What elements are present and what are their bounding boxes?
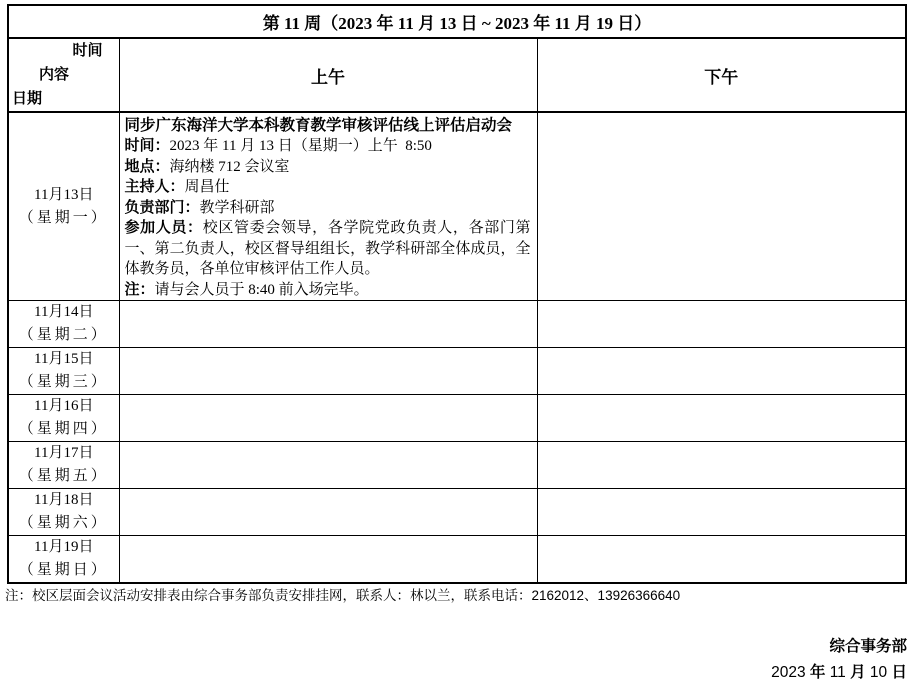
meeting-field-host bbox=[125, 177, 531, 198]
afternoon-cell bbox=[537, 348, 906, 395]
table-row-monday bbox=[8, 112, 906, 301]
date-label: 11月14日 bbox=[34, 304, 94, 320]
morning-cell bbox=[119, 348, 537, 395]
morning-cell bbox=[119, 536, 537, 584]
morning-cell bbox=[119, 442, 537, 489]
header-row bbox=[8, 38, 906, 112]
date-label: 11月15日 bbox=[34, 351, 94, 367]
meeting-field-participants bbox=[125, 218, 531, 280]
weekday-label: （星期二） bbox=[18, 327, 109, 343]
date-label: 11月18日 bbox=[34, 492, 94, 508]
col-header-afternoon: 下午 bbox=[537, 38, 906, 112]
corner-label-content: 内容 bbox=[39, 66, 70, 83]
signature-date-day: 10 bbox=[865, 664, 892, 681]
weekday-label: （星期六） bbox=[18, 515, 109, 531]
signature-date-year: 2023 bbox=[771, 664, 810, 681]
date-cell bbox=[8, 301, 119, 348]
schedule-table bbox=[7, 4, 907, 584]
date-cell bbox=[8, 442, 119, 489]
morning-cell bbox=[119, 395, 537, 442]
afternoon-cell bbox=[537, 301, 906, 348]
date-label: 11月13日 bbox=[34, 186, 94, 203]
table-row-friday bbox=[8, 442, 906, 489]
field-label: 参加人员： bbox=[124, 219, 203, 236]
signature-date-day-char: 日 bbox=[891, 664, 907, 681]
corner-header-cell bbox=[8, 38, 119, 112]
table-row-sunday bbox=[8, 536, 906, 584]
field-value: 请与会人员于 8:40 前入场完毕。 bbox=[154, 281, 369, 298]
weekday-label: （星期日） bbox=[18, 562, 109, 578]
field-value: 校区管委会领导，各学院党政负责人，各部门第一、第二负责人，校区督导组组长，教学科研部全体成员，全体教务员，各单位审核评估工作人员。 bbox=[124, 220, 531, 277]
corner-label-date: 日期 bbox=[12, 90, 43, 107]
meeting-field-location bbox=[125, 157, 531, 178]
afternoon-cell bbox=[537, 395, 906, 442]
weekday-label: （星期五） bbox=[18, 468, 109, 484]
page-title: 第 11 周（2023 年 11 月 13 日 ~ 2023 年 11 月 19 日） bbox=[8, 5, 906, 38]
signature-date-month: 11 bbox=[825, 664, 851, 681]
weekday-label: （星期一） bbox=[18, 209, 109, 226]
title-row bbox=[8, 5, 906, 38]
table-row-saturday bbox=[8, 489, 906, 536]
afternoon-cell bbox=[537, 112, 906, 301]
table-row-thursday bbox=[8, 395, 906, 442]
field-label: 地点： bbox=[124, 157, 170, 175]
table-row-wednesday bbox=[8, 348, 906, 395]
morning-cell bbox=[119, 489, 537, 536]
signature-date bbox=[771, 660, 907, 682]
date-cell bbox=[8, 489, 119, 536]
afternoon-cell bbox=[537, 489, 906, 536]
date-cell bbox=[8, 348, 119, 395]
field-label: 主持人： bbox=[124, 178, 185, 195]
signature-date-month-char: 月 bbox=[850, 664, 866, 681]
morning-cell bbox=[119, 301, 537, 348]
afternoon-cell bbox=[537, 536, 906, 584]
corner-label-time: 时间 bbox=[72, 42, 103, 59]
field-label: 注： bbox=[124, 280, 155, 298]
signature-department: 综合事务部 bbox=[829, 638, 907, 655]
weekday-label: （星期三） bbox=[18, 374, 109, 390]
date-cell bbox=[8, 112, 119, 301]
afternoon-cell bbox=[537, 442, 906, 489]
field-label: 负责部门： bbox=[124, 198, 200, 216]
morning-cell bbox=[119, 112, 537, 301]
meeting-title: 同步广东海洋大学本科教育教学审核评估线上评估启动会 bbox=[124, 117, 513, 134]
field-value: 2023 年 11 月 13 日（星期一）上午 8:50 bbox=[169, 138, 432, 154]
footer-note: 注：校区层面会议活动安排表由综合事务部负责安排挂网，联系人：林以兰，联系电话：2162012、13926366640 bbox=[5, 588, 681, 603]
field-value: 教学科研部 bbox=[199, 199, 275, 216]
field-value: 海纳楼 712 会议室 bbox=[169, 158, 290, 175]
date-label: 11月17日 bbox=[34, 445, 94, 461]
meeting-field-department bbox=[125, 198, 531, 219]
field-label: 时间： bbox=[124, 137, 170, 154]
date-label: 11月16日 bbox=[34, 398, 94, 414]
meeting-field-time bbox=[125, 136, 531, 157]
date-cell bbox=[8, 395, 119, 442]
weekday-label: （星期四） bbox=[18, 421, 109, 437]
meeting-field-note bbox=[125, 280, 531, 301]
table-row-tuesday bbox=[8, 301, 906, 348]
date-label: 11月19日 bbox=[34, 539, 94, 555]
date-cell bbox=[8, 536, 119, 584]
col-header-morning: 上午 bbox=[119, 38, 537, 112]
field-value: 周昌仕 bbox=[184, 179, 230, 195]
signature-date-year-char: 年 bbox=[809, 664, 826, 681]
